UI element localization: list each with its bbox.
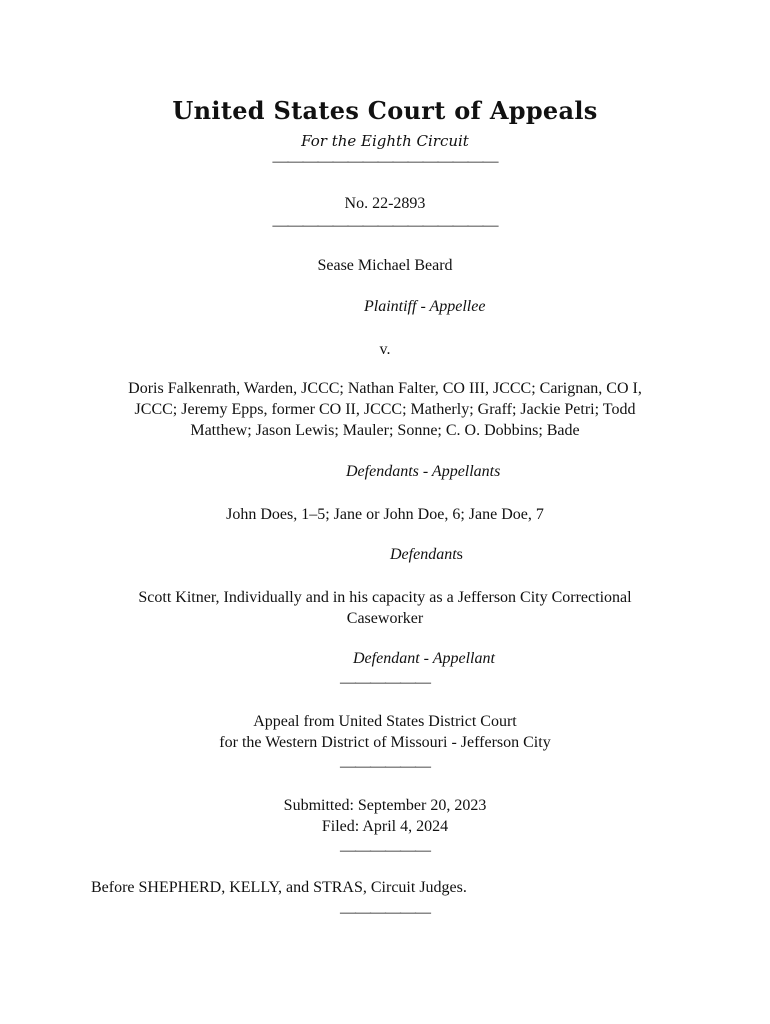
divider-panel: —————— — [340, 904, 430, 921]
divider-parties: —————— — [340, 674, 430, 691]
does-role-italic: Defendant — [390, 546, 457, 563]
filed-date: Filed: April 4, 2024 — [321, 818, 449, 835]
court-title: United States Court of Appeals — [172, 96, 598, 125]
kitner-title: Caseworker — [346, 610, 424, 627]
divider-top: ——————————————— — [272, 153, 498, 170]
submitted-date: Submitted: September 20, 2023 — [283, 797, 487, 814]
case-number: No. 22-2893 — [344, 195, 426, 212]
does-name: John Does, 1–5; Jane or John Doe, 6; Jane Doe, 7 — [226, 506, 544, 523]
divider-case: ——————————————— — [272, 217, 498, 234]
does-role-tail: s — [456, 546, 463, 563]
appeal-origin: Appeal from United States District Court — [253, 713, 517, 730]
divider-dates: —————— — [340, 842, 430, 859]
defendants-list-cont: JCCC; Jeremy Epps, former CO II, JCCC; Matherly; Graff; Jackie Petri; Todd — [134, 401, 636, 418]
panel-judges: Before SHEPHERD, KELLY, and STRAS, Circuit Judges. — [91, 879, 467, 896]
appeal-district: for the Western District of Missouri - Jefferson City — [219, 734, 551, 751]
defendants-list: Doris Falkenrath, Warden, JCCC; Nathan Falter, CO III, JCCC; Carignan, CO I, — [128, 380, 642, 397]
plaintiff-role: Plaintiff - Appellee — [364, 298, 486, 315]
versus: v. — [379, 341, 391, 358]
kitner-role: Defendant - Appellant — [353, 650, 495, 667]
defendants-role: Defendants - Appellants — [346, 463, 501, 480]
circuit-subtitle: For the Eighth Circuit — [301, 132, 469, 150]
kitner-name: Scott Kitner, Individually and in his capacity as a Jefferson City Correctional — [138, 589, 632, 606]
divider-appeal: —————— — [340, 758, 430, 775]
does-role — [390, 545, 463, 566]
defendants-list-end: Matthew; Jason Lewis; Mauler; Sonne; C. O. Dobbins; Bade — [190, 422, 580, 439]
plaintiff-name: Sease Michael Beard — [317, 257, 453, 274]
